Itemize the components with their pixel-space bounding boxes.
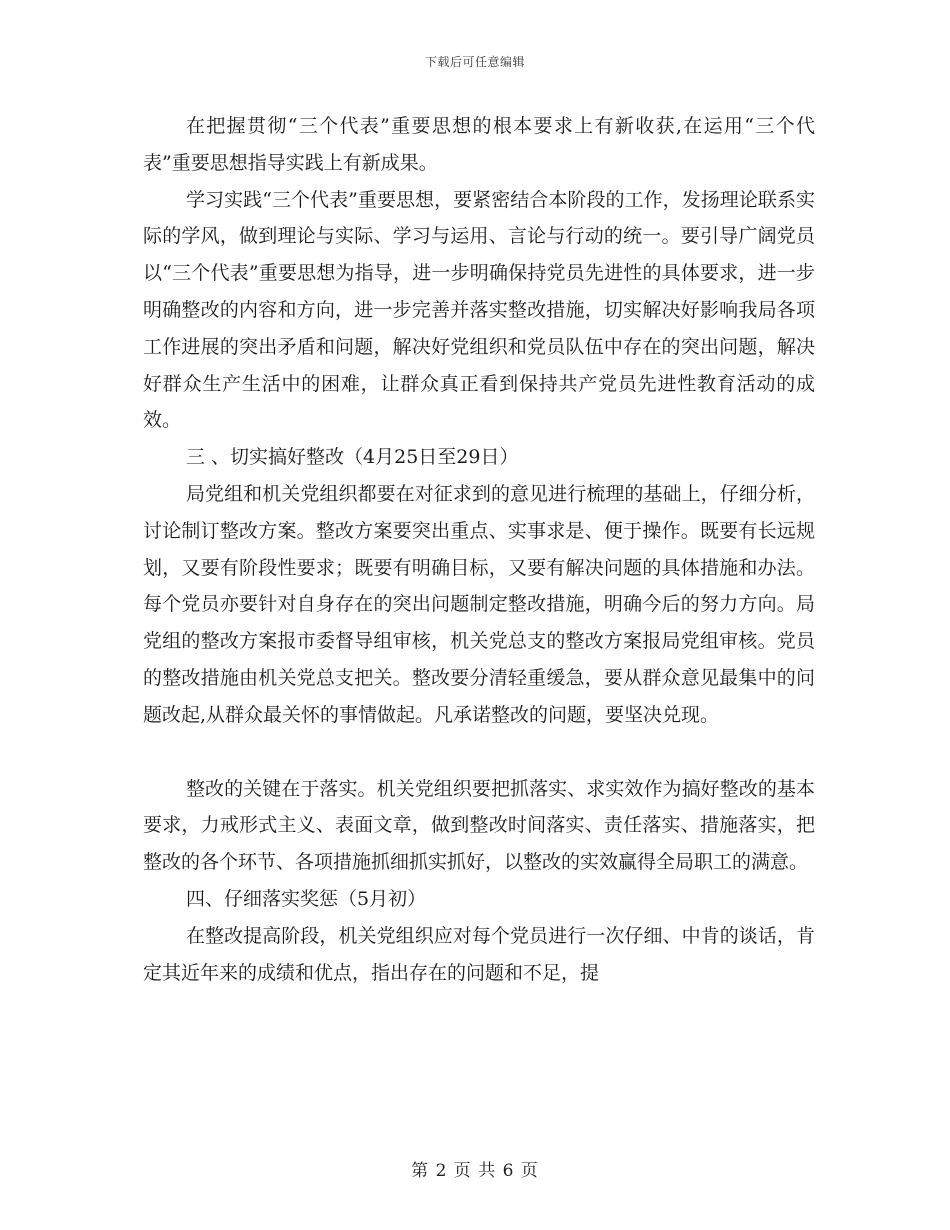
paragraph-gap bbox=[143, 734, 815, 771]
page-header-note: 下载后可任意编辑 bbox=[424, 55, 525, 69]
paragraph-talks: 在整改提高阶段，机关党组织应对每个党员进行一次仔细、中肯的谈话，肯定其近年来的成绩和优点，指出存在的问题和不足，提 bbox=[143, 924, 815, 984]
page-number: 第 2 页 共 6 页 bbox=[411, 1161, 539, 1181]
paragraph-study-practice: 学习实践“三个代表”重要思想，要紧密结合本阶段的工作，发扬理论联系实际的学风，做到理论与实际、学习与运用、言论与行动的统一。要引导广阔党员以“三个代表”重要思想为指导，进一步明确保持党员先进性的具体要求，进一步明确整改的内容和方向，进一步完善并落实整改措施，切实解决好影响我局各项工作进展的突出矛盾和问题，解决好党组织和党员队伍中存在的突出问题，解决好群众生产生活中的困难，让群众真正看到保持共产党员先进性教育活动的成效。 bbox=[143, 188, 815, 432]
document-body bbox=[143, 108, 815, 991]
section-heading-rewards: 四、仔细落实奖惩（5月初） bbox=[186, 887, 427, 910]
paragraph-continued: 在把握贯彻“三个代表”重要思想的根本要求上有新收获,在运用“三个代表”重要思想指导实践上有新成果。 bbox=[143, 115, 815, 174]
paragraph-implementation: 整改的关键在于落实。机关党组织要把抓落实、求实效作为搞好整改的基本要求，力戒形式主义、表面文章，做到整改时间落实、责任落实、措施落实，把整改的各个环节、各项措施抓细抓实抓好，以整改的实效赢得全局职工的满意。 bbox=[143, 777, 815, 874]
section-heading-rectification: 三 、切实搞好整改（4月25日至29日） bbox=[186, 446, 519, 469]
paragraph-rectification-plan: 局党组和机关党组织都要在对征求到的意见进行梳理的基础上，仔细分析，讨论制订整改方案。整改方案要突出重点、实事求是、便于操作。既要有长远规划，又要有阶段性要求；既要有明确目标，又要有解决问题的具体措施和办法。每个党员亦要针对自身存在的突出问题制定整改措施，明确今后的努力方向。局党组的整改方案报市委督导组审核，机关党总支的整改方案报局党组审核。党员的整改措施由机关党总支把关。整改要分清轻重缓急，要从群众意见最集中的问题改起,从群众最关怀的事情做起。凡承诺整改的问题，要坚决兑现。 bbox=[143, 482, 815, 726]
